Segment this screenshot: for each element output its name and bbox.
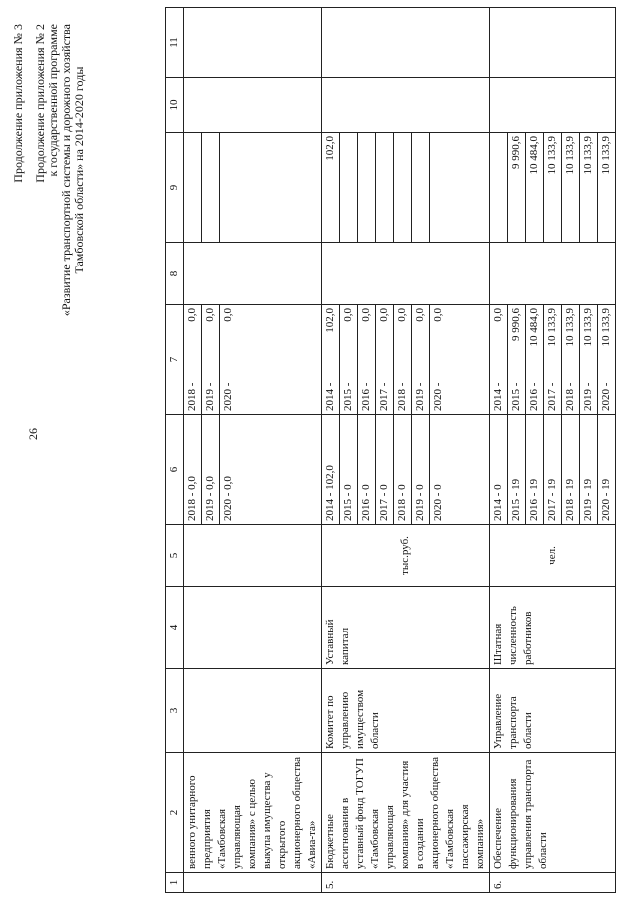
amount: 10 133,9 <box>600 308 612 347</box>
row-number: 6. <box>490 873 616 893</box>
regional-funds-item: 10 133,9 <box>580 133 598 242</box>
amount: 10 133,9 <box>564 308 576 347</box>
local-funds <box>322 78 490 133</box>
indicator-value: 2019 - 0 <box>412 415 430 524</box>
indicator-value: 2019 - 0,0 <box>202 415 220 524</box>
regional-funds <box>322 133 490 243</box>
regional-funds-item <box>394 133 412 242</box>
amount: 0,0 <box>360 308 372 322</box>
colnum-2: 2 <box>166 753 184 873</box>
page-number: 26 <box>26 428 40 440</box>
year-label: 2019 - <box>582 382 594 411</box>
executor: Управление транспорта области <box>490 669 616 753</box>
measure-name: венного унитарного предприятия «Тамбовская управляющая компания» с целью выкупа имущества у открытого акционерного общества «Авиа-та» <box>184 753 322 873</box>
local-funds <box>490 78 616 133</box>
federal-funds <box>322 243 490 305</box>
indicator-value: 2018 - 0,0 <box>184 415 202 524</box>
colnum-4: 4 <box>166 587 184 669</box>
indicator-value: 2017 - 0 <box>376 415 394 524</box>
indicator-value: 2020 - 0,0 <box>222 476 234 521</box>
amount: 0,0 <box>204 308 216 322</box>
amount: 0,0 <box>222 308 234 322</box>
regional-funds-item <box>376 133 394 242</box>
year-label: 2015 - <box>342 382 354 411</box>
colnum-5: 5 <box>166 525 184 587</box>
year-label: 2014 - <box>492 382 504 411</box>
indicator-value: 2019 - 19 <box>580 415 598 524</box>
appendix-header <box>12 24 86 316</box>
funding-total-item <box>598 305 615 414</box>
other-funds <box>490 8 616 78</box>
funding-total-item <box>544 305 562 414</box>
colnum-6: 6 <box>166 415 184 525</box>
executor <box>184 669 322 753</box>
local-funds <box>184 78 322 133</box>
funding-total-item <box>430 305 447 414</box>
year-label: 2015 - <box>510 382 522 411</box>
indicator-name: Уставный капитал <box>322 587 490 669</box>
indicator-value: 2020 - 0 <box>432 484 444 521</box>
amount: 10 133,9 <box>546 308 558 347</box>
year-label: 2020 - <box>432 382 444 411</box>
funding-total-item <box>220 305 237 414</box>
regional-funds-item <box>430 133 432 242</box>
year-label: 2019 - <box>204 382 216 411</box>
colnum-11: 11 <box>166 8 184 78</box>
row-number <box>184 873 322 893</box>
indicator-name: Штатная численность работников <box>490 587 616 669</box>
table-row <box>322 8 490 893</box>
colnum-3: 3 <box>166 669 184 753</box>
funding-total-item <box>490 305 508 414</box>
year-label: 2019 - <box>414 382 426 411</box>
funding-total-item <box>184 305 202 414</box>
funding-total <box>322 305 490 415</box>
federal-funds <box>490 243 616 305</box>
year-label: 2017 - <box>378 382 390 411</box>
colnum-10: 10 <box>166 78 184 133</box>
regional-funds-item: 10 133,9 <box>562 133 580 242</box>
year-label: 2018 - <box>564 382 576 411</box>
funding-total-item <box>394 305 412 414</box>
row-number: 5. <box>322 873 490 893</box>
year-label: 2016 - <box>528 382 540 411</box>
amount: 0,0 <box>396 308 408 322</box>
amount: 0,0 <box>186 308 198 322</box>
indicator-values <box>322 415 490 525</box>
regional-funds-item: 10 484,0 <box>526 133 544 242</box>
unit: тыс.руб. <box>322 525 490 587</box>
funding-total-item <box>340 305 358 414</box>
header-line5: Тамбовской области» на 2014-2020 годы <box>72 66 86 274</box>
amount: 10 484,0 <box>528 308 540 347</box>
funding-total-item <box>508 305 526 414</box>
table-row <box>184 8 322 893</box>
indicator-value: 2015 - 0 <box>340 415 358 524</box>
funding-total-item <box>376 305 394 414</box>
amount: 0,0 <box>378 308 390 322</box>
regional-funds-item <box>202 133 220 242</box>
regional-funds <box>490 133 616 243</box>
measure-name: Обеспечение функционирования управления транспорта области <box>490 753 616 873</box>
amount: 0,0 <box>342 308 354 322</box>
amount: 0,0 <box>432 308 444 322</box>
regional-funds-item: 10 133,9 <box>544 133 562 242</box>
federal-funds <box>184 243 322 305</box>
funding-total-item <box>526 305 544 414</box>
regional-funds-item <box>412 133 430 242</box>
funding-total-item <box>412 305 430 414</box>
year-label: 2016 - <box>360 382 372 411</box>
year-label: 2020 - <box>600 382 612 411</box>
indicator-value: 2015 - 19 <box>508 415 526 524</box>
year-label: 2020 - <box>222 382 234 411</box>
column-number-row <box>166 8 184 893</box>
funding-total-item <box>358 305 376 414</box>
header-line1: Продолжение приложения № 3 <box>11 24 25 183</box>
year-label: 2018 - <box>186 382 198 411</box>
regional-funds-item <box>340 133 358 242</box>
indicator-value: 2014 - 102,0 <box>322 415 340 524</box>
regional-funds-item <box>220 133 222 242</box>
indicator-name <box>184 587 322 669</box>
indicator-value: 2016 - 19 <box>526 415 544 524</box>
indicator-value: 2017 - 19 <box>544 415 562 524</box>
amount: 10 133,9 <box>582 308 594 347</box>
header-line4: «Развитие транспортной системы и дорожного хозяйства <box>59 24 73 317</box>
table-row <box>490 8 616 893</box>
amount: 0,0 <box>492 308 504 322</box>
header-line2: Продолжение приложения № 2 <box>33 24 47 183</box>
other-funds <box>184 8 322 78</box>
regional-funds-item: 9 990,6 <box>508 133 526 242</box>
year-label: 2014 - <box>324 382 336 411</box>
funding-total <box>184 305 322 415</box>
indicator-value: 2018 - 0 <box>394 415 412 524</box>
indicator-values <box>490 415 616 525</box>
program-table <box>165 7 616 893</box>
regional-funds <box>184 133 322 243</box>
other-funds <box>322 8 490 78</box>
colnum-1: 1 <box>166 873 184 893</box>
funding-total <box>490 305 616 415</box>
amount: 0,0 <box>414 308 426 322</box>
amount: 102,0 <box>324 308 336 333</box>
colnum-8: 8 <box>166 243 184 305</box>
executor: Комитет по управлению имуществом области <box>322 669 490 753</box>
indicator-value: 2018 - 19 <box>562 415 580 524</box>
year-label: 2017 - <box>546 382 558 411</box>
regional-funds-item <box>358 133 376 242</box>
year-label: 2018 - <box>396 382 408 411</box>
indicator-value: 2020 - 19 <box>600 478 612 521</box>
regional-funds-item <box>490 133 508 242</box>
indicator-value: 2016 - 0 <box>358 415 376 524</box>
unit <box>184 525 322 587</box>
funding-total-item <box>562 305 580 414</box>
header-line3: к государственной программе <box>46 24 60 177</box>
indicator-values <box>184 415 322 525</box>
funding-total-item <box>580 305 598 414</box>
measure-name: Бюджетные ассигнования в уставный фонд ТОГУП «Тамбовская управляющая компания» для участия в создании акционерного общества «Тамбовская пассажирская компания» <box>322 753 490 873</box>
regional-funds-item: 10 133,9 <box>600 136 612 175</box>
regional-funds-item <box>184 133 202 242</box>
colnum-7: 7 <box>166 305 184 415</box>
regional-funds-item: 102,0 <box>322 133 340 242</box>
colnum-9: 9 <box>166 133 184 243</box>
funding-total-item <box>202 305 220 414</box>
funding-total-item <box>322 305 340 414</box>
indicator-value: 2014 - 0 <box>490 415 508 524</box>
unit: чел. <box>490 525 616 587</box>
amount: 9 990,6 <box>510 308 522 341</box>
